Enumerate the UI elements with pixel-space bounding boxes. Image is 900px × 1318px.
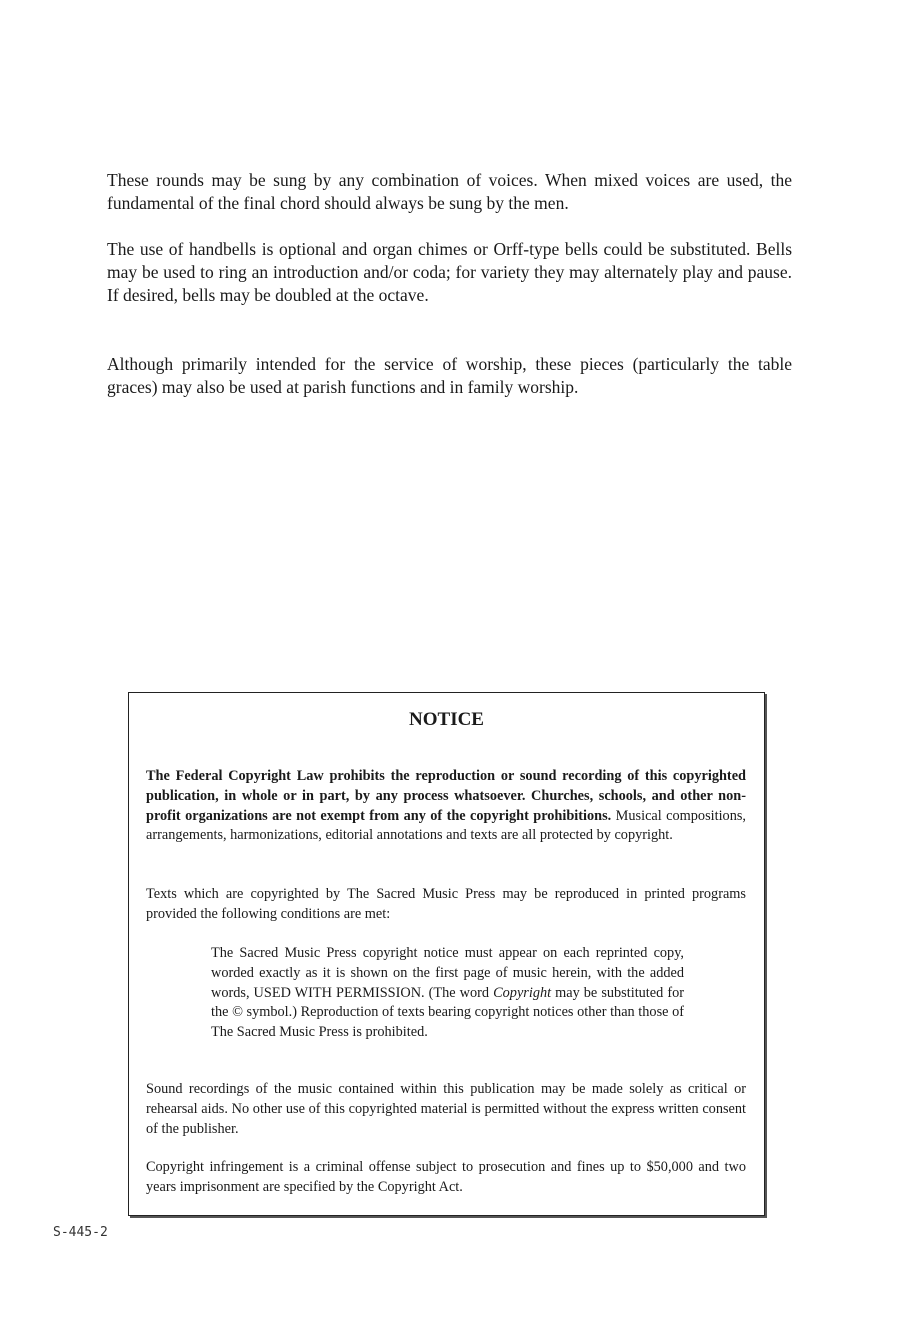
notice-paragraph-infringement: Copyright infringement is a criminal offense subject to prosecution and fines up to $50,000 and two years imprisonment are specified by the Copyright Act. xyxy=(146,1159,746,1195)
notice-law-bold-text: The Federal Copyright Law prohibits the reproduction or sound recording of this copyrighted publication, in whole or in part, by any process whatsoever. Churches, schools, and other non-profit organizations are not exempt from any of the copyright prohibitions. xyxy=(146,768,746,824)
intro-paragraph-usage: Although primarily intended for the service of worship, these pieces (particularly the table graces) may also be used at parish functions and in family worship. xyxy=(107,354,792,397)
notice-title: NOTICE xyxy=(409,709,484,730)
intro-paragraph-voices: These rounds may be sung by any combination of voices. When mixed voices are used, the fundamental of the final chord should always be sung by the men. xyxy=(107,170,792,213)
notice-paragraph-texts: Texts which are copyrighted by The Sacred Music Press may be reproduced in printed programs provided the following conditions are met: xyxy=(146,886,746,922)
notice-conditions-text-b: may be substituted for the © symbol.) Reproduction of texts bearing copyright notices other than those of The Sacred Music Press is prohibited. xyxy=(211,984,684,1041)
notice-conditions-italic: Copyright xyxy=(493,984,552,1001)
notice-conditions-text-a: The Sacred Music Press copyright notice must appear on each reprinted copy, worded exactly as it is shown on the first page of music herein, with the added words, USED WITH PERMISSION. (The word xyxy=(211,945,684,1001)
notice-paragraph-law xyxy=(146,767,746,846)
catalog-code: S-445-2 xyxy=(53,1225,108,1240)
copyright-notice-box xyxy=(128,692,765,1216)
notice-paragraph-conditions xyxy=(211,944,684,1043)
notice-paragraph-recordings: Sound recordings of the music contained within this publication may be made solely as critical or rehearsal aids. No other use of this copyrighted material is permitted without the express written consent of the publisher. xyxy=(146,1081,746,1137)
intro-paragraph-handbells: The use of handbells is optional and organ chimes or Orff-type bells could be substituted. Bells may be used to ring an introduction and/or coda; for variety they may alternately play and pause. If desired, bells may be doubled at the octave. xyxy=(107,239,792,305)
notice-law-text: Musical compositions, arrangements, harmonizations, editorial annotations and texts are all protected by copyright. xyxy=(146,807,746,844)
